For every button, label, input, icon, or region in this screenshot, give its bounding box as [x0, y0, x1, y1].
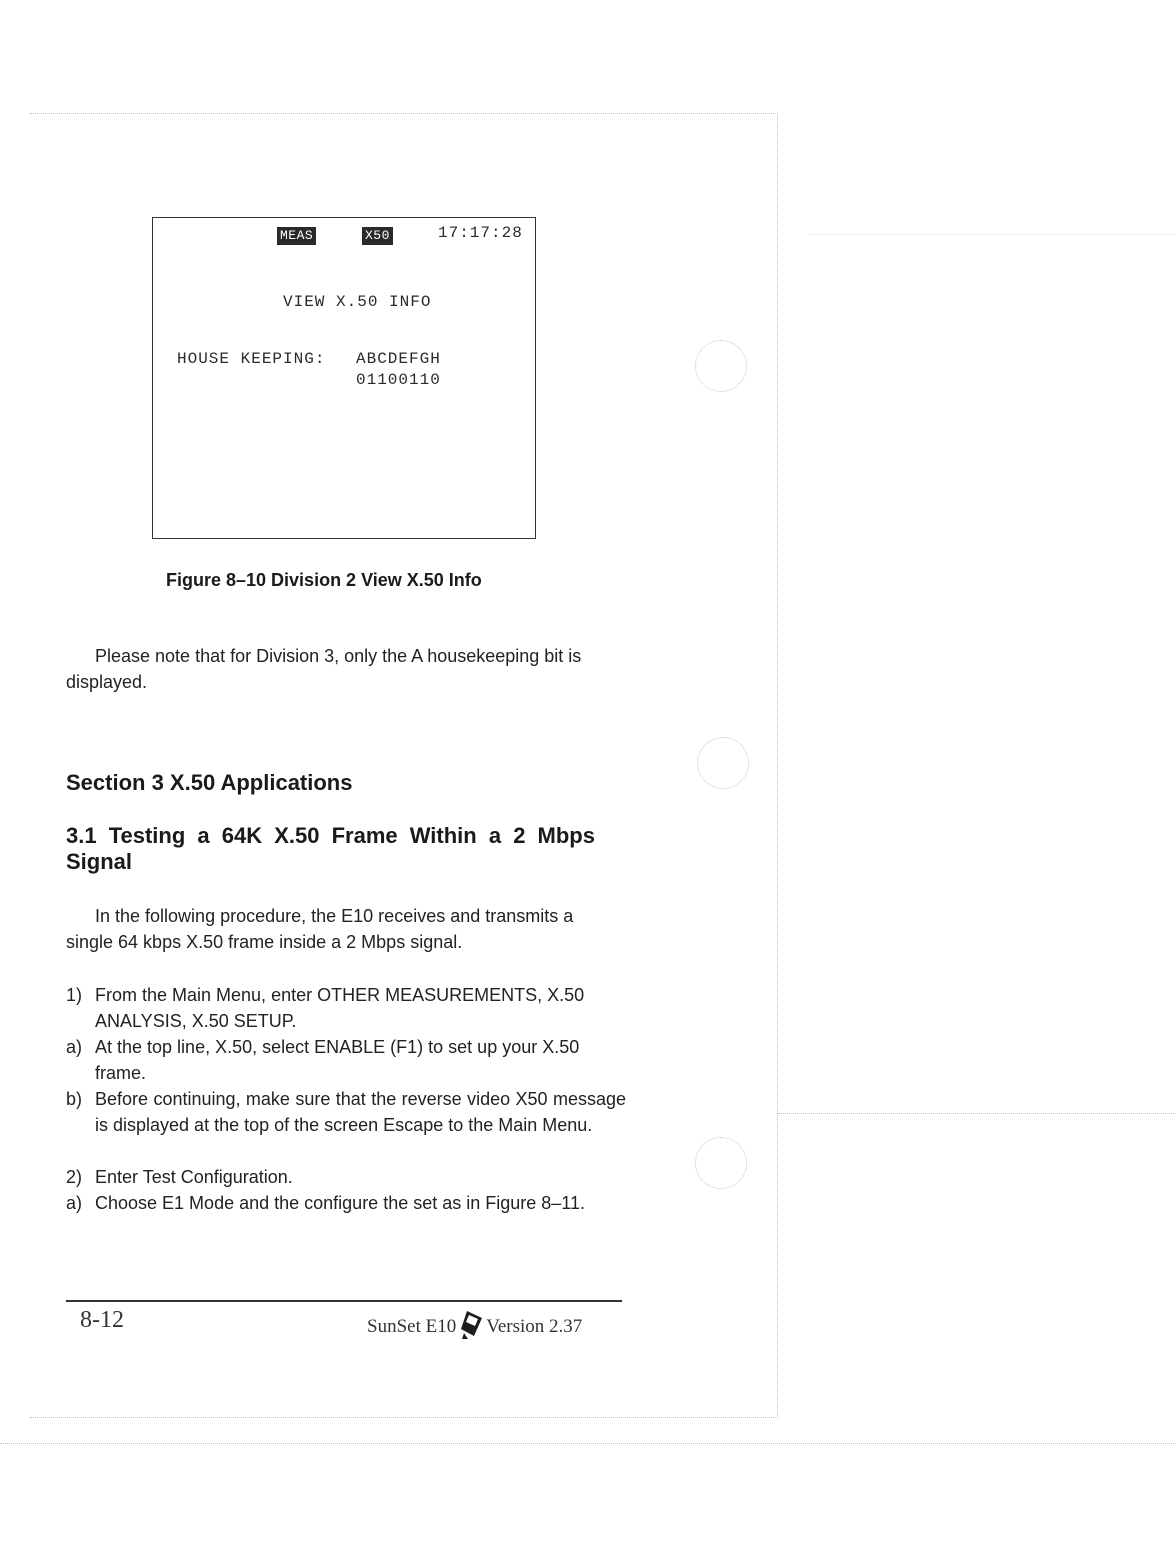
- punch-hole: [695, 1137, 747, 1189]
- housekeeping-bits: 01100110: [356, 371, 441, 389]
- step-text: Before continuing, make sure that the reverse video X50 message is displayed at the top of the screen Escape to the Main Menu.: [95, 1089, 626, 1135]
- step-text: Choose E1 Mode and the configure the set as in Figure 8–11.: [95, 1193, 585, 1213]
- subsection-heading-line-2: Signal: [66, 849, 133, 874]
- subsection-heading-text: 3.1 Testing a 64K X.50 Frame Within a 2 Mbps: [66, 823, 595, 848]
- page-edge-bottom: [30, 1417, 778, 1418]
- scan-edge-mid: [778, 1113, 1176, 1114]
- step-text: From the Main Menu, enter OTHER MEASUREMENTS, X.50 ANALYSIS, X.50 SETUP.: [95, 985, 585, 1031]
- page-number: 8-12: [80, 1307, 124, 1333]
- version-text: Version 2.37: [486, 1316, 583, 1337]
- step-text: At the top line, X.50, select ENABLE (F1) to set up your X.50 frame.: [95, 1037, 580, 1083]
- step-label: a): [66, 1037, 83, 1057]
- housekeeping-letters: ABCDEFGH: [356, 350, 441, 368]
- screen-title: VIEW X.50 INFO: [283, 293, 432, 311]
- note-line-1: Please note that for Division 3, only the A housekeeping bit is: [95, 646, 582, 666]
- clock: 17:17:28: [438, 224, 523, 242]
- meas-status-tab: MEAS: [277, 227, 316, 245]
- intro-line-1: In the following procedure, the E10 receives and transmits a: [95, 906, 574, 926]
- step-item: [66, 1190, 626, 1216]
- note-line-2: displayed.: [66, 672, 148, 692]
- page-edge-top: [30, 113, 778, 114]
- punch-hole: [695, 340, 747, 392]
- scan-edge-upper: [810, 234, 1176, 235]
- step-label: 1): [66, 985, 83, 1005]
- step-item: [66, 1164, 626, 1190]
- step-label: b): [66, 1089, 83, 1109]
- step-label: a): [66, 1193, 83, 1213]
- page-edge-right: [777, 113, 778, 1418]
- step-text: Enter Test Configuration.: [95, 1167, 293, 1187]
- product-name: SunSet E10: [367, 1316, 457, 1337]
- x50-status-tab: X50: [362, 227, 393, 245]
- step-item: [66, 1034, 626, 1086]
- subsection-heading: [66, 823, 626, 875]
- step-label: 2): [66, 1167, 83, 1187]
- figure-caption: Figure 8–10 Division 2 View X.50 Info: [166, 570, 482, 590]
- sunset-logo-icon: [458, 1309, 484, 1341]
- punch-hole: [697, 737, 749, 789]
- subsection-heading-line-1: [66, 823, 622, 849]
- housekeeping-label: HOUSE KEEPING:: [177, 350, 326, 368]
- scan-edge-bottom: [0, 1443, 1176, 1444]
- intro-line-2: single 64 kbps X.50 frame inside a 2 Mbps signal.: [66, 932, 463, 952]
- footer-product: [367, 1313, 582, 1341]
- step-item: [66, 1086, 626, 1138]
- procedure-steps: [66, 982, 626, 1216]
- step-item: [66, 982, 626, 1034]
- instrument-screen: [152, 217, 536, 539]
- footer-rule: [66, 1300, 622, 1302]
- section-heading: Section 3 X.50 Applications: [66, 770, 353, 795]
